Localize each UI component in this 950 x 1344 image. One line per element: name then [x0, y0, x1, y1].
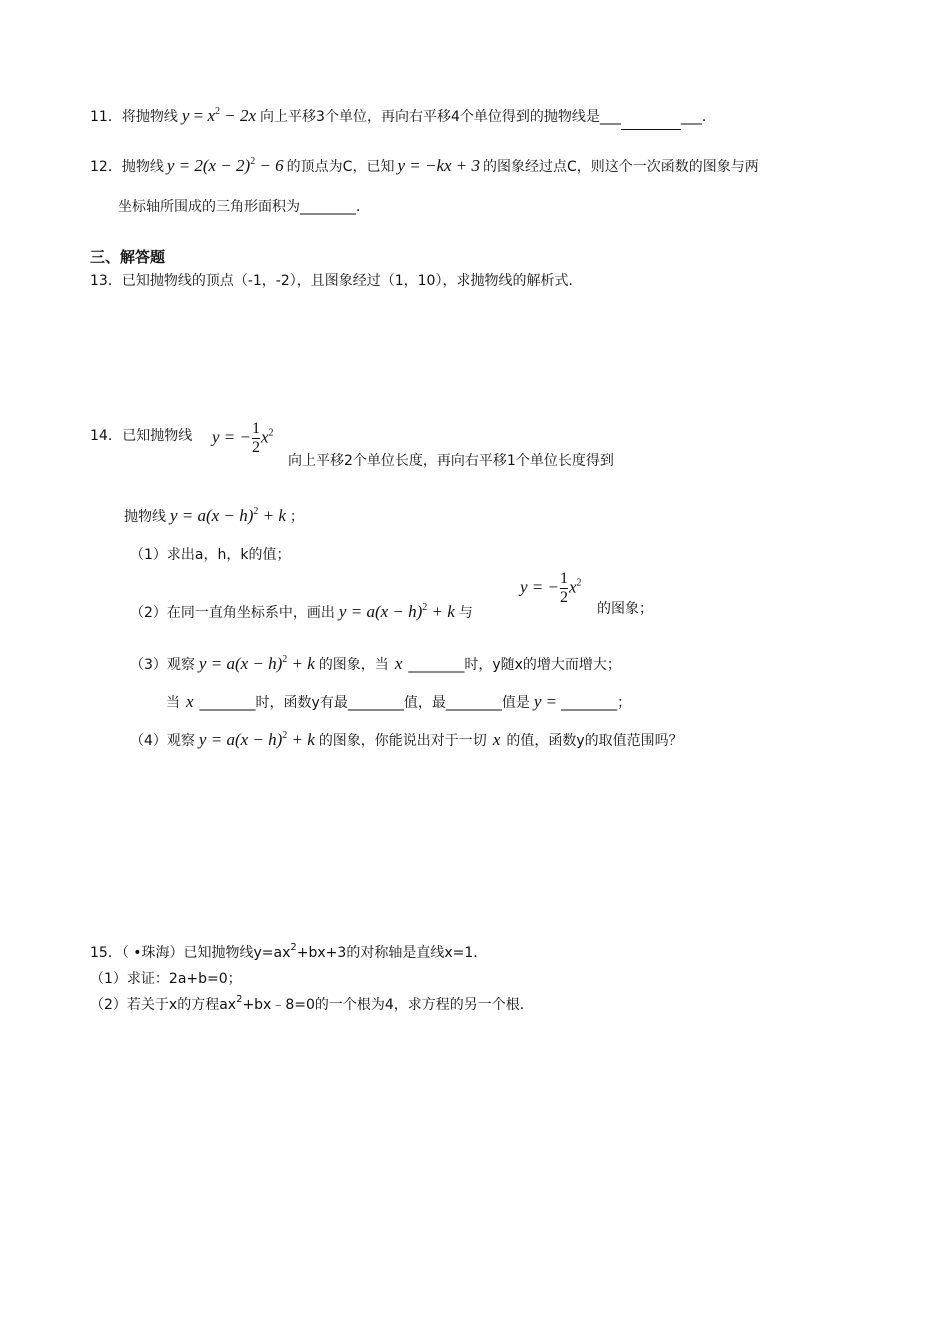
- question-14: 14. 已知抛物线: [90, 428, 193, 444]
- variable-x: x: [186, 692, 194, 711]
- section-heading: 三、解答题: [90, 248, 166, 266]
- question-15-part2: （2）若关于x的方程$ax^2+bx﹣8=0$的一个根为4，求方程的另一个根．: [90, 994, 534, 1013]
- formula: y =: [533, 692, 558, 711]
- question-14-part3: （3）观察 $y = a(x - h)^2 + k$ 的图象，当 x ________时，y随x的增大而增大；: [130, 654, 621, 673]
- question-14-part4: （4）观察 $y = a(x - h)^2 + k$ 的图象，你能说出对于一切 x 的值，函数y的取值范围吗？: [130, 730, 683, 749]
- question-14-part2: （2）在同一直角坐标系中，画出 $y = a(x - h)^2 + k$ 与: [130, 602, 473, 621]
- question-number: 12．: [90, 159, 122, 175]
- question-number: 11．: [90, 109, 122, 125]
- formula: y = −kx + 3: [397, 156, 481, 175]
- formula: $y = a(x - h)^2 + k$: [338, 602, 455, 621]
- variable-x: x: [394, 654, 403, 673]
- question-15: 15．（ •珠海）已知抛物线$y=ax^2+bx+3$的对称轴是直线x=1．: [90, 942, 488, 961]
- question-15-part1: （1）求证：2a+b=0；: [90, 971, 242, 987]
- question-11: 11．将抛物线 $y = x^2 - 2x$ 向上平移3个单位，再向右平移4个单位得到的抛物线是___ ___．: [90, 100, 716, 130]
- question-12-line2: 坐标轴所围成的三角形面积为________．: [118, 199, 370, 215]
- formula: $y = x^2 - 2x$: [181, 106, 257, 125]
- question-14-text: 向上平移2个单位长度，再向右平移1个单位长度得到: [288, 453, 614, 469]
- question-14-part2-end: 的图象；: [597, 601, 653, 617]
- variable-x: x: [492, 730, 501, 749]
- formula: $y = 2(x - 2)^2 - 6$: [166, 156, 284, 175]
- formula: $y = a(x - h)^2 + k$: [198, 730, 315, 749]
- answer-blank[interactable]: ________；: [561, 695, 632, 711]
- formula: $y = a(x - h)^2 + k$: [198, 654, 315, 673]
- question-13: 13．已知抛物线的顶点（-1，-2），且图象经过（1，10），求抛物线的解析式．: [90, 273, 583, 289]
- answer-blank[interactable]: ________时，函数y有最________值，最________值是: [199, 695, 530, 711]
- question-12: 12．抛物线 $y = 2(x - 2)^2 - 6$ 的顶点为C，已知 y = −kx + 3 的图象经过点C，则这个一次函数的图象与两: [90, 156, 759, 175]
- question-14-line2: 抛物线 $y = a(x - h)^2 + k$ ；: [124, 506, 304, 525]
- formula-fraction: y = − $\frac{1}{2}$ $x^2$: [520, 570, 582, 606]
- formula-fraction: y = − $\frac{1}{2}$ $x^2$: [212, 420, 274, 456]
- question-14-part3b: 当 x ________时，函数y有最________值，最________值是 y = ________；: [166, 692, 632, 711]
- formula: $y = a(x - h)^2 + k$: [170, 506, 286, 525]
- question-text: 将抛物线: [121, 109, 178, 125]
- answer-blank[interactable]: ________时，y随x的增大而增大；: [408, 657, 621, 673]
- question-number: 14.: [90, 428, 113, 444]
- question-14-part1: （1）求出a，h，k的值；: [130, 547, 291, 563]
- question-text: 向上平移3个单位，再向右平移4个单位得到的抛物线是: [260, 109, 600, 125]
- answer-blank[interactable]: ___ ___: [600, 109, 702, 125]
